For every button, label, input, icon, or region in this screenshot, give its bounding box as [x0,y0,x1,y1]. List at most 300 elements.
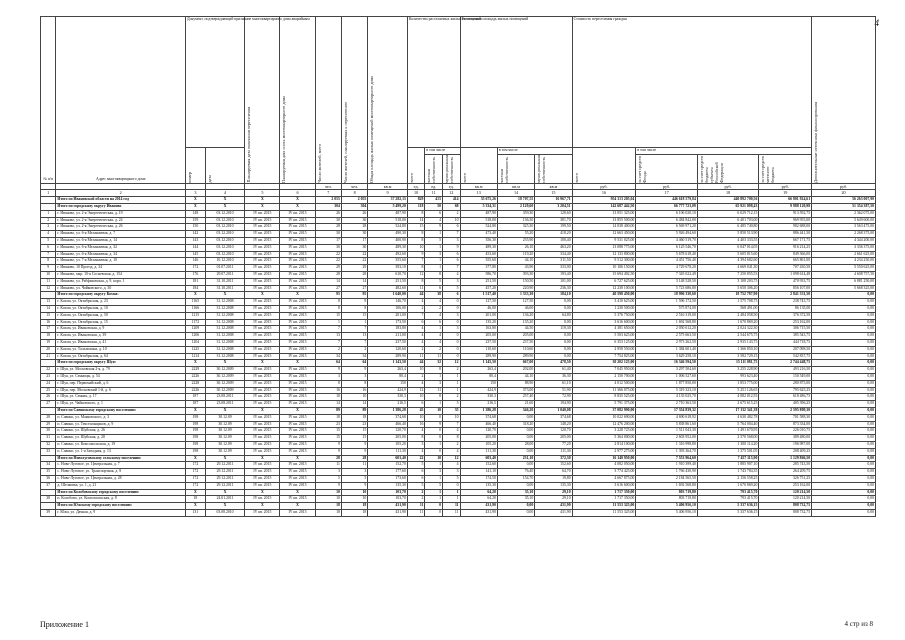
cost-total-cell: 4 667 875,00 [572,475,636,482]
area-resettled-cell: 603,40 [460,455,497,462]
area-private-cell: 1 333,30 [497,292,534,299]
table-row [41,265,876,272]
cost-extra-cell: 51 354 387,50 [812,204,876,211]
area-municipal-cell: 193,40 [535,272,572,279]
cost-fund-cell: 1 692 568,80 [636,319,698,326]
planned-end-cell: X [245,360,280,367]
cost-regional-cell: 1 853 775,00 [697,380,759,387]
planned-end-cell: IV кв. 2015 [245,414,280,421]
header-number [41,17,56,184]
table-row [41,224,876,231]
residents-cell: 14 [315,401,341,408]
row-number-cell: 18 [41,333,56,340]
header-residents-text: Число жителей, всего [316,144,322,183]
area-private-cell: 0,00 [497,509,534,516]
cost-extra-cell: 0,00 [812,414,876,421]
rooms-total-cell: 15 [407,224,425,231]
cost-local-cell: 707 430,50 [759,265,812,272]
doc-number-cell: 150 [186,224,206,231]
header-area-res-total-text: всего [461,173,467,183]
cost-extra-cell: 3 336 375,00 [812,244,876,251]
area-resettled-cell: 5 334,31 [460,204,497,211]
rooms-private-cell: 11 [425,353,443,360]
rooms-private-cell: 11 [425,387,443,394]
header-rooms-incl [425,148,460,155]
unit-cell: ед. [407,183,425,190]
area-total-cell: 482,60 [368,285,408,292]
doc-date-cell: 31.10.2011 [205,278,245,285]
address-cell: г. Кохма, ул. Талалихина, д. 10 [56,346,186,353]
rooms-municipal-cell: 1 [442,380,460,387]
rooms-total-cell: 2 [407,496,425,503]
planned-demolition-cell: IV кв. 2015 [280,333,315,340]
area-total-cell: 5 499,20 [368,204,408,211]
rooms-private-cell: 4 [425,340,443,347]
rooms-municipal-cell: 1 [442,489,460,496]
row-number-cell: 27 [41,401,56,408]
residents-planned-cell: 29 [341,265,367,272]
area-municipal-cell: 72,90 [535,394,572,401]
address-cell: г. Южа, ул. Дачная, д. 9 [56,509,186,516]
residents-cell: 28 [315,455,341,462]
cost-regional-cell: 2 935 143,75 [697,340,759,347]
cost-total-cell: 3 616 600,00 [572,482,636,489]
area-resettled-cell: 120,70 [460,428,497,435]
area-resettled-cell: 263,4 [460,367,497,374]
address-cell: г. Кохма, ул. Октябрьская, д. 15 [56,319,186,326]
doc-number-cell: 2226 [186,373,206,380]
area-resettled-cell: 216,5 [460,401,497,408]
rooms-total-cell: 6 [407,469,425,476]
area-private-cell: 373,00 [497,387,534,394]
residents-planned-cell: 9 [341,448,367,455]
header-area-incl-text: в том числе [498,148,518,152]
cost-extra-cell: 2 362 075,00 [812,210,876,217]
cost-local-cell: 1 129 866,50 [759,455,812,462]
cost-extra-cell: 0,00 [812,367,876,374]
doc-number-cell: 131 [186,509,206,516]
area-total-cell: 374,68 [368,414,408,421]
residents-cell: 10 [315,489,341,496]
cost-regional-cell: 4 082 012,55 [697,394,759,401]
doc-date-cell: 03.12.2010 [205,210,245,217]
header-rooms-count-text: Количество расселяемых жилых помещений [408,17,482,21]
cost-regional-cell: 993 623,40 [697,373,759,380]
residents-planned-cell: 8 [341,380,367,387]
cost-regional-cell: 6 029 712,15 [697,210,759,217]
planned-end-cell: IV кв. 2015 [245,373,280,380]
planned-end-cell: IV кв. 2015 [245,272,280,279]
planned-demolition-cell: IV кв. 2015 [280,258,315,265]
address-cell: г. Кохма, ул. Октябрьская, д. 50 [56,312,186,319]
rooms-total-cell: 2 [407,306,425,313]
area-resettled-cell: 1 386,28 [460,407,497,414]
rooms-private-cell: 1 [425,373,443,380]
planned-demolition-cell: IV кв. 2015 [280,496,315,503]
area-total-cell: 173,60 [368,475,408,482]
address-cell: с. Ново-Луговое, ул. Центральная, д. 28 [56,475,186,482]
residents-cell: 9 [315,441,341,448]
district-subtotal-row [41,204,876,211]
doc-date-cell: X [205,292,245,299]
area-resettled-cell: 205,00 [460,435,497,442]
residents-planned-cell: 15 [341,435,367,442]
planned-demolition-cell: X [280,503,315,510]
rooms-private-cell: 50 [425,204,443,211]
rooms-municipal-cell: 0 [442,299,460,306]
rooms-private-cell: 0 [425,428,443,435]
header-cost-incl-text: в том числе [637,148,657,152]
table-row [41,482,876,489]
unit-cell: кв.м [535,183,572,190]
row-number-cell: 39 [41,509,56,516]
cost-local-cell: 667 171,75 [759,238,812,245]
area-total-cell: 489,30 [368,244,408,251]
planned-demolition-cell: IV кв. 2015 [280,441,315,448]
cost-local-cell: 1 098 614,48 [759,272,812,279]
doc-number-cell: 1165 [186,299,206,306]
cost-total-cell: 15 694 492,50 [572,272,636,279]
header-area-res-total [460,148,497,184]
row-number-cell: 19 [41,340,56,347]
doc-number-cell: 146 [186,258,206,265]
cost-extra-cell: 0,00 [812,482,876,489]
row-number-cell [41,489,56,496]
table-row [41,441,876,448]
area-resettled-cell: 431,90 [460,509,497,516]
unit-cell: ед. [442,183,460,190]
planned-demolition-cell: IV кв. 2015 [280,340,315,347]
rooms-total-cell: 6 [407,319,425,326]
rooms-private-cell: 1 [425,265,443,272]
doc-number-cell: 172 [186,265,206,272]
area-total-cell: 1 640,00 [368,292,408,299]
residents-planned-cell: 26 [341,210,367,217]
cost-extra-cell: 4 234 250,00 [812,258,876,265]
cost-fund-cell: 2 710 363,50 [636,401,698,408]
doc-date-cell: X [205,407,245,414]
area-municipal-cell: 101,00 [535,278,572,285]
doc-number-cell: 143 [186,238,206,245]
address-cell: Итого по Савинскому городскому поселению: [56,407,186,414]
rooms-private-cell: 10 [425,407,443,414]
rooms-municipal-cell: 2 [442,394,460,401]
doc-date-cell: 29.12.2011 [205,469,245,476]
cost-fund-cell: 3 148 528,50 [636,278,698,285]
table-row [41,373,876,380]
residents-planned-cell: 8 [341,299,367,306]
row-number-cell: 33 [41,448,56,455]
cost-total-cell: 142 687 442,50 [572,204,636,211]
planned-end-cell: IV кв. 2015 [245,319,280,326]
cost-total-cell: 6 727 625,00 [572,278,636,285]
residents-cell: 23 [315,421,341,428]
cost-regional-cell: 1 300 114,20 [697,441,759,448]
area-private-cell: 2 129,60 [497,204,534,211]
doc-date-cell: X [205,360,245,367]
planned-end-cell: IV кв. 2015 [245,333,280,340]
rooms-private-cell: 32 [425,360,443,367]
rooms-private-cell: 0 [425,448,443,455]
residents-cell: 89 [315,407,341,414]
cost-regional-cell: 2 675 615,25 [697,401,759,408]
address-cell: г. Кохма, ул. Октябрьская, д. 10 [56,306,186,313]
area-private-cell: 35,10 [497,489,534,496]
area-total-cell: 205,00 [368,435,408,442]
doc-date-cell: 30.12.2009 [205,373,245,380]
cost-regional-cell: 5 337 636,15 [697,509,759,516]
residents-planned-cell: 5 [341,475,367,482]
row-number-cell: 20 [41,346,56,353]
area-municipal-cell: 16 967,71 [535,197,572,204]
doc-date-cell: 30.12.09 [205,428,245,435]
rooms-total-cell: 4 [407,299,425,306]
planned-demolition-cell: X [280,197,315,204]
residents-cell: 16 [315,387,341,394]
row-number-cell: 10 [41,272,56,279]
cost-local-cell: 120 214,50 [759,496,812,503]
cost-fund-cell: 16 346 594,50 [636,360,698,367]
planned-demolition-cell: IV кв. 2015 [280,326,315,333]
header-cost-total-text: всего [573,173,579,183]
cost-extra-cell: 0,00 [812,503,876,510]
doc-date-cell: X [205,489,245,496]
header-cost-incl [636,148,812,155]
area-resettled-cell: 46,00 [460,306,497,313]
residents-cell: 7 [315,340,341,347]
area-municipal-cell: 0,00 [535,353,572,360]
area-resettled-cell: 487,90 [460,210,497,217]
table-row [41,346,876,353]
cost-total-cell: 37 082 990,00 [572,407,636,414]
residents-cell: 14 [315,278,341,285]
doc-date-cell: 31.12.2008 [205,333,245,340]
header-rooms-municipal-text: муниципальная собственность [443,154,454,183]
doc-date-cell: X [205,204,245,211]
rooms-total-cell: 44 [407,292,425,299]
table-row [41,210,876,217]
address-cell: г. Кохма, ул. Ивановская, д. 39 [56,333,186,340]
planned-end-cell: IV кв. 2015 [245,448,280,455]
doc-number-cell: 2229 [186,367,206,374]
table-row [41,238,876,245]
planned-end-cell: IV кв. 2015 [245,346,280,353]
area-municipal-cell: 0,00 [535,340,572,347]
doc-date-cell: 30.12.2009 [205,367,245,374]
rooms-total-cell: 2 [407,346,425,353]
planned-demolition-cell: IV кв. 2015 [280,265,315,272]
cost-local-cell: 285 743,50 [759,462,812,469]
doc-number-cell: 172 [186,482,206,489]
rooms-municipal-cell: 0 [442,319,460,326]
rooms-private-cell: 0 [425,503,443,510]
row-number-cell [41,197,56,204]
area-total-cell: 1 143,50 [368,360,408,367]
area-resettled-cell: 80,4 [460,373,497,380]
planned-end-cell: IV кв. 2015 [245,306,280,313]
rooms-private-cell: 9 [425,421,443,428]
area-private-cell: 237,50 [497,340,534,347]
column-number: 8 [341,190,367,197]
header-planned-end [245,17,280,184]
header-doc-date-text: дата [206,175,212,183]
cost-fund-cell: 3 629 258,10 [636,353,698,360]
planned-end-cell: IV кв. 2015 [245,231,280,238]
rooms-private-cell: 0 [425,414,443,421]
area-municipal-cell: 36,30 [535,373,572,380]
address-cell: п. Савино, ул. 1-я Западная, д. 13 [56,448,186,455]
address-cell: г. Шуя, ул. Московская 2-я, д. 79 [56,367,186,374]
area-total-cell: 492,60 [368,251,408,258]
residents-planned-cell: 13 [341,333,367,340]
table-row [41,448,876,455]
area-municipal-cell: 199,50 [535,224,572,231]
residents-cell: 15 [315,428,341,435]
area-resettled-cell: 489,30 [460,244,497,251]
rooms-total-cell: 12 [407,272,425,279]
area-resettled-cell: 374,68 [460,414,497,421]
header-area-total-text: Общая площадь жилых помещений многоквартирного дома [369,75,375,183]
area-private-cell: 136,30 [497,217,534,224]
cost-regional-cell: 2 544 675,75 [697,333,759,340]
doc-date-cell: 24.01.2011 [205,496,245,503]
row-number-cell: 34 [41,462,56,469]
area-private-cell: 88,90 [497,380,534,387]
residents-planned-cell: 3 [341,469,367,476]
cost-extra-cell: 5 550 625,00 [812,265,876,272]
area-private-cell: 154,70 [497,475,534,482]
unit-cell: руб. [812,183,876,190]
cost-extra-cell: 0,00 [812,360,876,367]
cost-regional-cell: 15 111 081,75 [697,360,759,367]
area-resettled-cell: 355,60 [460,258,497,265]
area-total-cell: 216,5 [368,401,408,408]
rooms-private-cell: 6 [425,285,443,292]
rooms-private-cell: 5 [425,238,443,245]
cost-extra-cell: 0,00 [812,428,876,435]
address-cell: г. Иваново, ул. 2-я Энергетическая, д. 19 [56,210,186,217]
area-private-cell: 0,00 [497,482,534,489]
cost-regional-cell: 6 401 703,00 [697,217,759,224]
rooms-total-cell: 14 [407,217,425,224]
header-doc-date [205,148,245,184]
doc-number-cell: 198 [186,421,206,428]
area-municipal-cell: 128,60 [535,210,572,217]
cost-total-cell: 1 717 350,00 [572,489,636,496]
rooms-municipal-cell: 5 [442,285,460,292]
district-subtotal-row [41,503,876,510]
header-doc-number-text: номер [187,171,192,183]
doc-date-cell: 31.12.2008 [205,326,245,333]
doc-date-cell: 30.12.09 [205,435,245,442]
cost-regional-cell: 2 570 568,00 [697,435,759,442]
rooms-private-cell: 8 [425,367,443,374]
cost-extra-cell: 0,00 [812,448,876,455]
doc-number-cell: 172 [186,469,206,476]
area-total-cell: 183,80 [368,326,408,333]
header-rooms-private [425,154,443,183]
planned-demolition-cell: IV кв. 2015 [280,401,315,408]
cost-regional-cell: 3 255 228,90 [697,367,759,374]
row-number-cell: 37 [41,482,56,489]
area-private-cell: 346,20 [497,407,534,414]
address-cell: г. Шуя, пер. Московский 1-й, д. 6 [56,387,186,394]
rooms-total-cell: 4 [407,326,425,333]
area-total-cell: 518,00 [368,217,408,224]
doc-number-cell: X [186,204,206,211]
area-total-cell: 431,90 [368,509,408,516]
rooms-private-cell: 5 [425,482,443,489]
rooms-municipal-cell: 4 [442,272,460,279]
residents-cell: 17 [315,238,341,245]
area-resettled-cell: 135,20 [460,319,497,326]
cost-fund-cell: 2 050 612,20 [636,326,698,333]
planned-demolition-cell: IV кв. 2015 [280,285,315,292]
address-cell: п. Савино, ул. Маяковского, д. 3 [56,414,186,421]
planned-end-cell: X [245,407,280,414]
rooms-municipal-cell: 5 [442,401,460,408]
cost-regional-cell: 1 670 869,20 [697,482,759,489]
header-area-private [497,154,534,183]
area-resettled-cell: 586,70 [460,272,497,279]
planned-demolition-cell: IV кв. 2015 [280,238,315,245]
doc-number-cell: 1166 [186,306,206,313]
cost-local-cell: 389 480,00 [759,435,812,442]
rooms-total-cell: 7 [407,258,425,265]
header-rooms-incl-text: в том числе [426,148,446,152]
rooms-total-cell: 118 [407,204,425,211]
rooms-total-cell: 9 [407,251,425,258]
area-resettled-cell: 518,00 [460,217,497,224]
planned-end-cell: IV кв. 2015 [245,401,280,408]
column-number: 1 [41,190,56,197]
cost-fund-cell: 1 766 430,90 [636,469,698,476]
area-municipal-cell: 333,90 [535,265,572,272]
rooms-municipal-cell: 414 [442,197,460,204]
cost-local-cell: 873 334,00 [759,421,812,428]
cost-local-cell: 253 162,00 [759,482,812,489]
residents-cell: 2 [315,346,341,353]
area-resettled-cell: 141,10 [460,469,497,476]
cost-fund-cell: 1 910 399,40 [636,462,698,469]
residents-cell: 15 [315,435,341,442]
residents-cell: 10 [315,496,341,503]
cost-fund-cell: 5 406 956,10 [636,509,698,516]
district-subtotal-row [41,455,876,462]
doc-number-cell: 148 [186,210,206,217]
cost-fund-cell: 446 618 579,84 [636,197,698,204]
unit-cell: чел. [315,183,341,190]
rooms-municipal-cell: 12 [442,360,460,367]
rooms-municipal-cell: 1 [442,496,460,503]
area-resettled-cell: 35 675,26 [460,197,497,204]
cost-local-cell: 196 987,00 [759,441,812,448]
planned-end-cell: IV кв. 2015 [245,326,280,333]
table-row [41,244,876,251]
cost-fund-cell: 2 516 319,00 [636,312,698,319]
area-municipal-cell: 374,68 [535,414,572,421]
area-resettled-cell: 105,20 [460,441,497,448]
rooms-municipal-cell: 3 [442,278,460,285]
cost-extra-cell: 0,00 [812,340,876,347]
area-municipal-cell: 0,00 [535,333,572,340]
planned-end-cell: X [245,292,280,299]
rooms-municipal-cell: 3 [442,326,460,333]
rooms-private-cell: 2 [425,306,443,313]
residents-planned-cell: 30 [341,217,367,224]
header-cost [572,17,812,148]
rooms-municipal-cell: 0 [442,306,460,313]
